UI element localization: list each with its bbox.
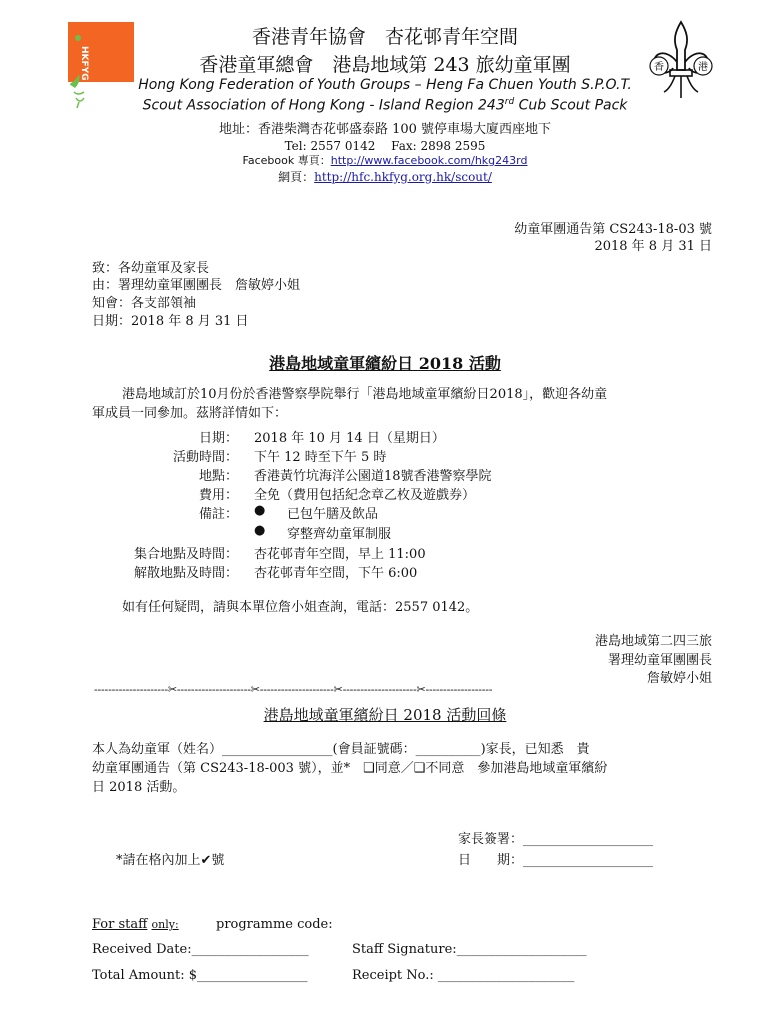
sender: 由：署理幼童軍團團長 詹敏婷小姐 bbox=[92, 278, 301, 293]
reply-slip-heading: 港島地域童軍繽紛日 2018 活動回條 bbox=[263, 706, 507, 724]
detail-value-venue: 香港黃竹坑海洋公園道18號香港警察學院 bbox=[254, 469, 492, 484]
staff-only-label bbox=[92, 917, 179, 932]
received-date-field[interactable]: Received Date:__________________ bbox=[92, 942, 309, 957]
org-title-english-1: Hong Kong Federation of Youth Groups – Heng Fa Chuen Youth S.P.O.T. bbox=[138, 77, 632, 93]
detail-label-remarks: 備註： bbox=[198, 507, 238, 522]
org-title-line1: 香港青年協會 杏花邨青年空間 bbox=[251, 26, 518, 48]
bullet-icon: ● bbox=[254, 503, 266, 518]
reply-line-3: 日 2018 活動。 bbox=[92, 780, 186, 795]
programme-code-label: programme code: bbox=[216, 917, 333, 932]
enquiry-line: 如有任何疑問，請與本單位詹小姐查詢，電話：2557 0142。 bbox=[122, 600, 479, 615]
intro-line-2: 軍成員一同參加。茲將詳情如下： bbox=[92, 406, 288, 421]
dismissal-value: 杏花邨青年空間，下午 6:00 bbox=[254, 566, 418, 581]
org-title-english-2-main: Scout Association of Hong Kong - Island Region 243 bbox=[142, 97, 505, 114]
address: 地址：香港柴灣杏花邨盛泰路 100 號停車場大廈西座地下 bbox=[218, 122, 552, 137]
website-link[interactable]: http://hfc.hkfyg.org.hk/scout/ bbox=[314, 170, 492, 184]
tel-fax: Tel: 2557 0142 Fax: 2898 2595 bbox=[284, 139, 486, 153]
remark-item-meal: 已包午膳及飲品 bbox=[287, 507, 379, 522]
reply-line-2: 幼童軍團通告（第 CS243-18-003 號），並* ❑同意／❑不同意 參加港島地域童軍繽紛 bbox=[92, 761, 608, 776]
notice-reference: 幼童軍團通告第 CS243-18-03 號 bbox=[514, 222, 712, 237]
fleur-de-lis-icon bbox=[642, 18, 720, 104]
for-staff-text: For staff bbox=[92, 917, 148, 932]
detail-value-date: 2018 年 10 月 14 日（星期日） bbox=[254, 431, 445, 446]
assembly-label: 集合地點及時間： bbox=[133, 547, 238, 562]
issue-date: 日期：2018 年 8 月 31 日 bbox=[92, 314, 249, 329]
event-heading: 港島地域童軍繽紛日 2018 活動 bbox=[269, 354, 501, 373]
intro-line-1: 港島地域訂於10月份於香港警察學院舉行「港島地域童軍繽紛日2018」，歡迎各幼童 bbox=[122, 387, 608, 402]
receipt-no-field[interactable]: Receipt No.: _____________________ bbox=[352, 968, 575, 983]
facebook-line bbox=[0, 152, 770, 168]
signature-name: 詹敏婷小姐 bbox=[646, 671, 712, 686]
facebook-label: Facebook 專頁： bbox=[242, 154, 331, 167]
detail-value-time: 下午 12 時至下午 5 時 bbox=[254, 450, 387, 465]
reply-date-field[interactable]: 日 期：____________________ bbox=[458, 853, 654, 868]
parent-signature-field[interactable]: 家長簽署：____________________ bbox=[458, 832, 654, 847]
signature-unit: 港島地域第二四三旅 bbox=[594, 634, 712, 649]
assembly-value: 杏花邨青年空間，早上 11:00 bbox=[254, 547, 426, 562]
detail-label-fee: 費用： bbox=[198, 488, 238, 503]
website-line bbox=[0, 168, 770, 185]
staff-signature-field[interactable]: Staff Signature:____________________ bbox=[352, 942, 587, 957]
detail-label-venue: 地點： bbox=[198, 469, 238, 484]
detail-value-fee: 全免（費用包括紀念章乙枚及遊戲券） bbox=[254, 488, 476, 503]
tick-instruction: *請在格內加上✔號 bbox=[116, 853, 225, 868]
bullet-icon: ● bbox=[254, 523, 266, 538]
facebook-link[interactable]: http://www.facebook.com/hkg243rd bbox=[330, 154, 528, 167]
cc-line: 知會：各支部領袖 bbox=[92, 296, 197, 311]
website-label: 網頁： bbox=[278, 170, 315, 184]
logo-text: HKFYG bbox=[79, 46, 89, 81]
total-amount-field[interactable]: Total Amount: $_________________ bbox=[92, 968, 308, 983]
signature-role: 署理幼童軍團團長 bbox=[607, 653, 712, 668]
reply-line-1: 本人為幼童軍（姓名）_________________(會員証號碼：__________)家長，已知悉 貴 bbox=[92, 742, 590, 757]
cut-line: ---------------------✂---------------------✂---------------------✂---------------------✂------------------- bbox=[94, 683, 493, 696]
recipient: 致：各幼童軍及家長 bbox=[92, 261, 210, 276]
notice-date: 2018 年 8 月 31 日 bbox=[594, 239, 712, 254]
ordinal-suffix: rd bbox=[504, 97, 515, 107]
only-text: only: bbox=[151, 918, 179, 931]
org-title-english-2-tail: Cub Scout Pack bbox=[514, 97, 628, 114]
remark-item-uniform: 穿整齊幼童軍制服 bbox=[287, 527, 392, 542]
detail-label-time: 活動時間： bbox=[172, 450, 238, 465]
emblem-text-right: 港 bbox=[698, 62, 708, 73]
scout-emblem bbox=[642, 18, 720, 104]
detail-label-date: 日期： bbox=[198, 431, 238, 446]
org-title-line2: 香港童軍總會 港島地域第 243 旅幼童軍團 bbox=[199, 54, 571, 76]
emblem-text-left: 香 bbox=[654, 62, 664, 73]
dismissal-label: 解散地點及時間： bbox=[133, 566, 238, 581]
